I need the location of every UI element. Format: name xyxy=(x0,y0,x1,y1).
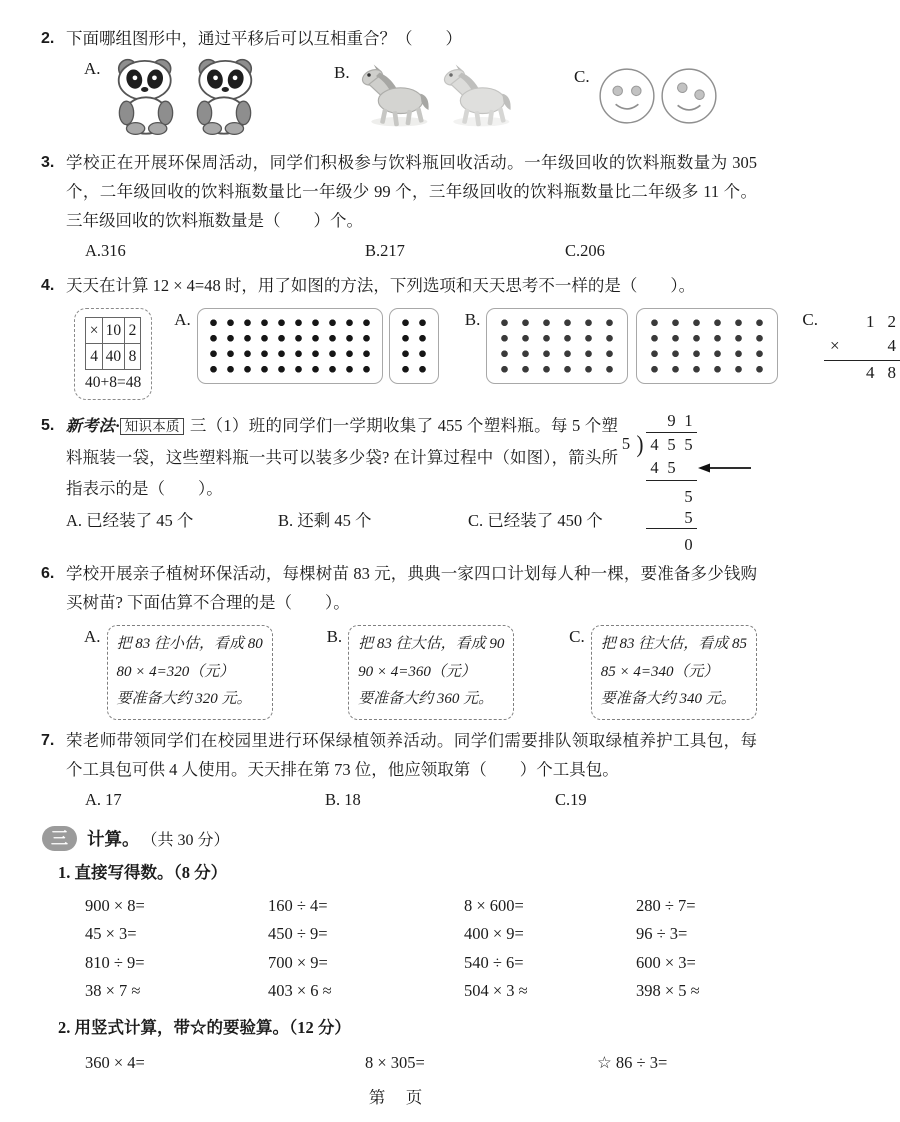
page-footer: 第 页 xyxy=(368,1088,425,1107)
calc-item: 8 × 600= xyxy=(464,895,524,915)
section-3-calculation xyxy=(40,826,757,1077)
question-4 xyxy=(40,271,896,400)
question-5-left xyxy=(40,410,618,555)
mtable-cell: × xyxy=(86,318,103,344)
question-3-text: 学校正在开展环保周活动，同学们积极参与饮料瓶回收活动。一年级回收的饮料瓶数量为 305 个，二年级回收的饮料瓶数量比一年级少 99 个，三年级回收的饮料瓶数量比二年级多 11 个。三年级回收的饮料瓶数量是（ ）个。 xyxy=(66,153,757,230)
q4-option-b xyxy=(465,308,779,384)
division-quotient-digit: 1 xyxy=(684,411,693,430)
estimate-line: 90 × 4=360（元） xyxy=(358,663,476,680)
section-title: 计算。 xyxy=(87,828,140,849)
long-division-figure xyxy=(618,410,755,555)
mtable-cell: 40 xyxy=(103,344,124,370)
division-quotient-digit: 9 xyxy=(667,411,676,430)
dot-array-10x4 xyxy=(197,308,383,384)
q6-option-b-label: B. xyxy=(326,627,343,646)
vertical-multiplication-figure xyxy=(824,310,900,385)
question-6-options xyxy=(84,625,757,720)
new-method-badge: 新考法 xyxy=(66,418,115,435)
vmult-digit: 4 xyxy=(865,363,875,382)
question-2-stem xyxy=(40,24,757,53)
estimate-line: 要准备大约 320 元。 xyxy=(116,691,252,707)
question-7 xyxy=(40,726,757,814)
calc-item: 450 ÷ 9= xyxy=(268,924,328,943)
division-sub-digit: 5 xyxy=(667,458,676,477)
vmult-digit: 2 xyxy=(887,312,896,331)
question-4-figures xyxy=(74,308,896,400)
q7-option-b: B. 18 xyxy=(325,789,361,809)
mtable-cell: 4 xyxy=(86,344,103,370)
mtable-cell: 2 xyxy=(124,318,141,344)
question-7-stem xyxy=(40,726,757,784)
estimate-box-a xyxy=(107,625,273,720)
question-7-number: 7. xyxy=(41,731,55,749)
division-dividend-digit: 5 xyxy=(680,432,697,456)
q2-option-a-label: A. xyxy=(84,59,101,78)
question-7-text: 荣老师带领同学们在校园里进行环保绿植领养活动。同学们需要排队领取绿植养护工具包，每个工具包可供 4 人使用。天天排在第 73 位，他应领取第（ ）个工具包。 xyxy=(66,730,757,779)
q2-option-c-label: C. xyxy=(574,67,590,86)
question-5 xyxy=(40,410,757,555)
q6-option-c-label: C. xyxy=(569,627,585,646)
question-5-number: 5. xyxy=(41,417,55,434)
estimate-box-b xyxy=(348,625,514,720)
q4-option-b-label: B. xyxy=(464,310,481,329)
q7-option-c: C.19 xyxy=(555,789,587,809)
q2-option-b xyxy=(334,61,574,136)
q6-option-c xyxy=(569,625,757,720)
direct-calculation-grid xyxy=(85,892,757,1006)
section-number-badge: 三 xyxy=(42,826,77,851)
calc-item: 400 × 9= xyxy=(464,924,524,943)
dot-array-2x4 xyxy=(389,308,439,384)
calc-item: 96 ÷ 3= xyxy=(636,924,688,943)
mtable-cell: 8 xyxy=(124,344,141,370)
question-2-text: 下面哪组图形中，通过平移后可以互相重合？（ ） xyxy=(66,29,462,48)
calc-item: 540 ÷ 6= xyxy=(464,952,524,972)
section-score: （共 30 分） xyxy=(141,831,230,849)
division-result-digit: 0 xyxy=(684,535,693,554)
vmult-digit: 8 xyxy=(887,363,896,382)
estimate-line: 80 × 4=320（元） xyxy=(116,663,235,680)
question-2-figures xyxy=(84,57,757,140)
q5-option-b: B. 还剩 45 个 xyxy=(278,511,372,530)
question-3-stem xyxy=(40,148,757,235)
mtable-caption: 40+8=48 xyxy=(85,374,142,391)
question-4-text: 天天在计算 12 × 4=48 时，用了如图的方法，下列选项和天天思考不一样的是（ ）。 xyxy=(66,276,696,295)
estimate-box-c xyxy=(591,625,757,720)
panda-icon xyxy=(107,57,185,140)
q3-option-b: B.217 xyxy=(365,241,405,260)
smiley-icon xyxy=(658,65,720,132)
q6-option-b xyxy=(327,625,570,720)
vcalc-item: ☆ 86 ÷ 3= xyxy=(597,1052,668,1072)
q4-grid-method-figure xyxy=(74,308,152,400)
q4-option-c-label: C. xyxy=(802,310,818,329)
estimate-line: 要准备大约 360 元。 xyxy=(358,691,494,707)
division-bracket: ) xyxy=(636,430,644,458)
q2-option-b-label: B. xyxy=(334,63,350,82)
question-4-number: 4. xyxy=(41,277,55,294)
q6-option-a-label: A. xyxy=(84,627,101,646)
calc-item: 160 ÷ 4= xyxy=(268,895,328,915)
calc-item: 45 × 3= xyxy=(85,924,137,943)
calc-item: 280 ÷ 7= xyxy=(636,895,696,915)
calc-item: 810 ÷ 9= xyxy=(85,952,145,972)
estimate-line: 把 83 往大估，看成 85 xyxy=(600,636,747,652)
q4-option-a-dots xyxy=(197,308,439,384)
division-remainder-digit: 5 xyxy=(684,487,693,506)
question-3-options xyxy=(85,236,757,265)
q2-option-a xyxy=(84,57,334,140)
question-6-text: 学校开展亲子植树环保活动，每棵树苗 83 元，典典一家四口计划每人种一棵，要准备多少钱购买树苗? 下面估算不合理的是（ ）。 xyxy=(66,564,757,612)
question-3 xyxy=(40,148,757,265)
calc-item: 700 × 9= xyxy=(268,952,328,972)
multiply-sign: × xyxy=(829,336,840,355)
vertical-calculation-row xyxy=(85,1048,757,1077)
question-5-options xyxy=(66,505,618,536)
division-sub-digit: 4 xyxy=(650,458,659,477)
question-3-number: 3. xyxy=(41,154,55,171)
question-5-text: 三（1）班的同学们一学期收集了 455 个塑料瓶。每 5 个塑料瓶装一袋，这些塑料瓶一共可以装多少袋? 在计算过程中（如图），箭头所指表示的是（ ）。 xyxy=(66,416,618,498)
q4-option-b-dots xyxy=(486,308,778,384)
calc-item: 398 × 5 ≈ xyxy=(636,981,700,1000)
q3-option-c: C.206 xyxy=(565,241,605,260)
question-5-stem xyxy=(40,410,618,504)
question-2 xyxy=(40,24,757,140)
q3-option-a: A.316 xyxy=(85,241,126,260)
dot-array-6x4 xyxy=(636,308,778,384)
q4-option-a-label: A. xyxy=(174,310,191,329)
subsection-2-heading: 2. 用竖式计算，带☆的要验算。（12 分） xyxy=(58,1017,351,1037)
vmult-digit: 4 xyxy=(887,336,896,355)
panda-icon xyxy=(185,57,263,140)
question-6-number: 6. xyxy=(41,565,55,582)
calc-item: 38 × 7 ≈ xyxy=(85,981,141,1000)
section-3-heading xyxy=(42,826,757,851)
arrow-icon xyxy=(697,456,755,480)
mtable-cell: 10 xyxy=(103,318,124,344)
question-6 xyxy=(40,559,757,720)
horse-icon xyxy=(356,61,438,136)
q4-option-a xyxy=(174,308,439,384)
calc-item: 600 × 3= xyxy=(636,952,696,972)
division-divisor: 5 xyxy=(621,434,631,453)
q6-option-a xyxy=(84,625,327,720)
division-dividend-digit: 4 xyxy=(646,432,663,456)
q2-option-c xyxy=(574,65,720,132)
knowledge-essence-badge: 知识本质 xyxy=(120,418,183,435)
smiley-icon xyxy=(596,65,658,132)
badge-separator: · xyxy=(114,416,121,435)
multiplication-table xyxy=(85,317,141,370)
q5-option-a: A. 已经装了 45 个 xyxy=(66,511,194,530)
calc-item: 403 × 6 ≈ xyxy=(268,981,332,1000)
subsection-1-heading: 1. 直接写得数。（8 分） xyxy=(58,862,228,882)
calc-item: 504 × 3 ≈ xyxy=(464,981,528,1000)
estimate-line: 要准备大约 340 元。 xyxy=(600,691,736,707)
q4-option-c xyxy=(802,308,900,385)
q5-option-c: C. 已经装了 450 个 xyxy=(468,511,603,530)
vmult-digit: 1 xyxy=(865,312,875,331)
vcalc-item: 8 × 305= xyxy=(365,1052,425,1072)
division-sub-digit: 5 xyxy=(684,508,693,527)
calc-item: 900 × 8= xyxy=(85,895,145,915)
estimate-line: 把 83 往小估，看成 80 xyxy=(116,636,263,652)
q7-option-a: A. 17 xyxy=(85,789,122,809)
question-6-stem xyxy=(40,559,757,617)
estimate-line: 85 × 4=340（元） xyxy=(600,663,719,680)
dot-array-6x4 xyxy=(486,308,628,384)
question-7-options xyxy=(85,785,757,814)
division-dividend-digit: 5 xyxy=(663,432,680,456)
question-2-number: 2. xyxy=(41,30,55,47)
question-4-stem xyxy=(40,271,757,300)
vcalc-item: 360 × 4= xyxy=(85,1052,145,1072)
horse-icon xyxy=(438,61,520,136)
estimate-line: 把 83 往大估，看成 90 xyxy=(358,636,505,652)
